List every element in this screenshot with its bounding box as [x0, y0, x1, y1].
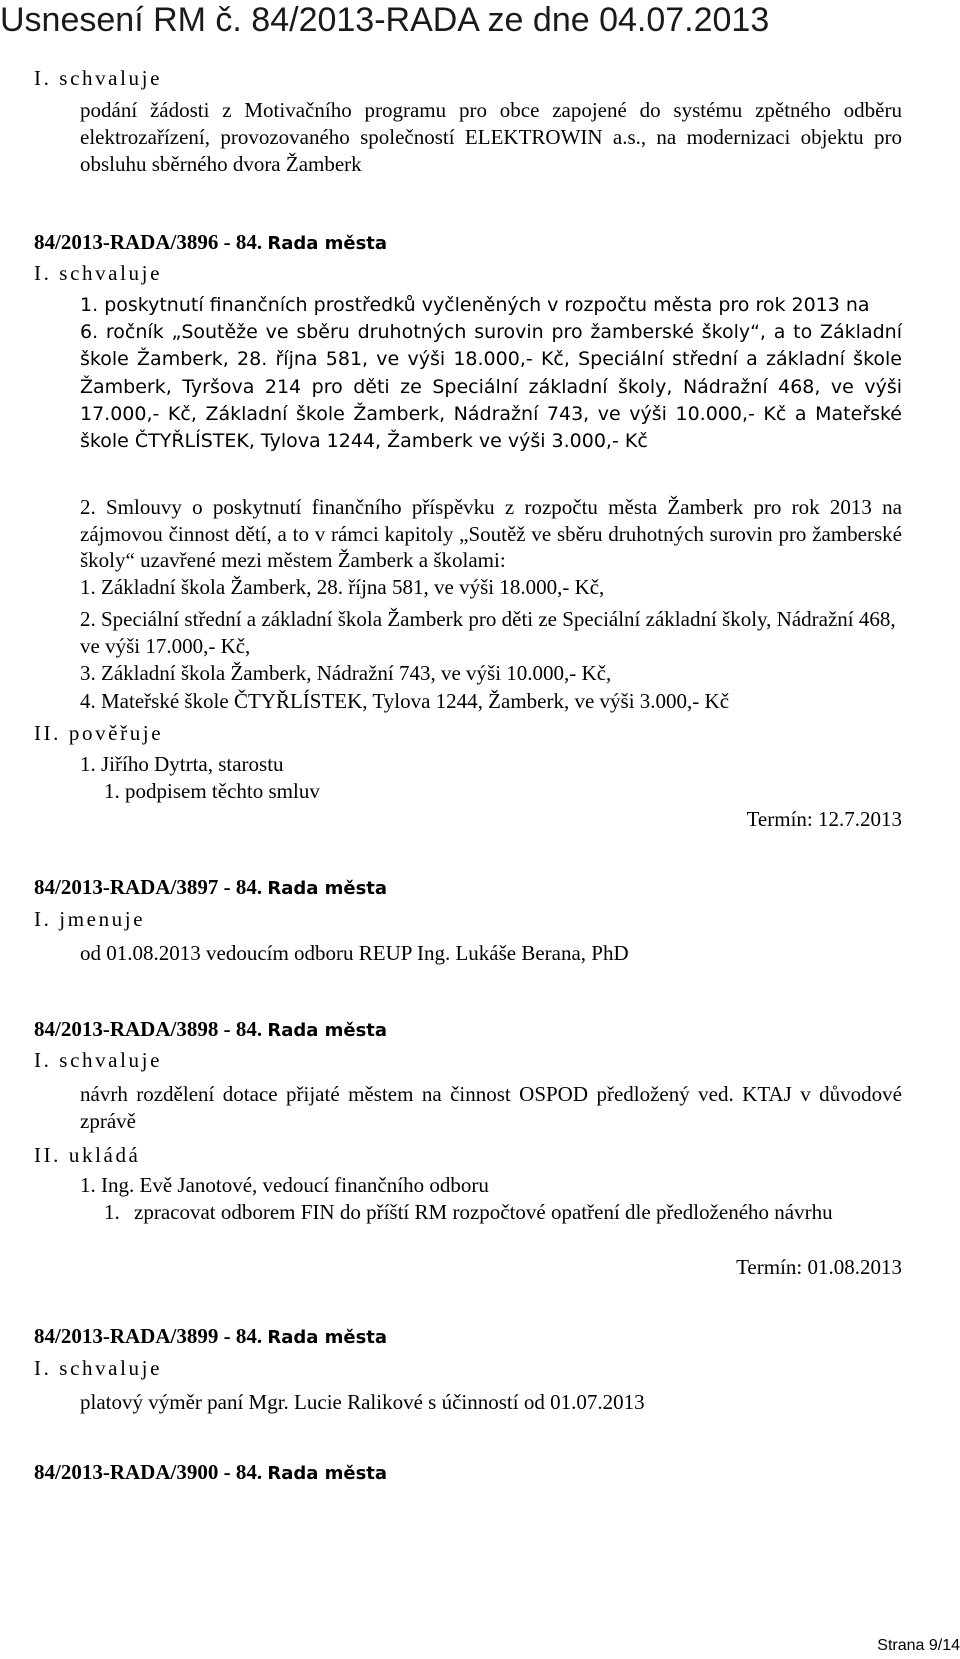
school-list-item: 2. Speciální střední a základní škola Žamberk pro děti ze Speciální základní školy, Nádražní 468, ve výši 17.000,- Kč, — [80, 607, 896, 658]
school-list-item: 3. Základní škola Žamberk, Nádražní 743, ve výši 10.000,- Kč, — [80, 661, 612, 685]
resolution-text: návrh rozdělení dotace přijaté městem na činnost OSPOD předložený ved. KTAJ v důvodové zprávě — [80, 1082, 902, 1133]
item-number: 1. — [80, 294, 99, 316]
resolution-number: 84/2013-RADA/3898 - 84. — [34, 1017, 263, 1041]
resolution-number: 84/2013-RADA/3900 - 84. — [34, 1460, 263, 1484]
task-item — [104, 1199, 902, 1226]
resolution-heading — [34, 1323, 387, 1351]
verb-schvaluje: I. schvaluje — [34, 1048, 162, 1072]
item-first-line — [80, 292, 870, 319]
council-label: Rada města — [267, 233, 388, 254]
school-list-item: 1. Základní škola Žamberk, 28. října 581, ve výši 18.000,- Kč, — [80, 575, 605, 599]
resolution-heading — [34, 1016, 387, 1044]
verb-schvaluje: I. schvaluje — [34, 1356, 162, 1380]
council-label: Rada města — [267, 1463, 388, 1484]
resolution-text: podání žádosti z Motivačního programu pro obce zapojené do systému zpětného odběru elektrozařízení, provozovaného společností ELEKTROWIN a.s., na modernizaci objektu pro obsluhu sběrného dvora Žamberk — [80, 98, 902, 176]
page-header-title: Usnesení RM č. 84/2013-RADA ze dne 04.07.2013 — [0, 1, 770, 39]
resolution-text: od 01.08.2013 vedoucím odboru REUP Ing. Lukáše Berana, PhD — [80, 941, 629, 965]
resolution-heading — [34, 229, 387, 257]
resolution-text: platový výměr paní Mgr. Lucie Ralikové s účinností od 01.07.2013 — [80, 1390, 645, 1414]
verb-schvaluje: I. schvaluje — [34, 66, 162, 90]
verb-jmenuje: I. jmenuje — [34, 907, 146, 931]
task-number: 1. — [104, 1200, 120, 1224]
verb-uklada: II. ukládá — [34, 1143, 141, 1167]
resolution-heading — [34, 874, 387, 902]
deadline: Termín: 01.08.2013 — [736, 1255, 902, 1279]
verb-poveruje: II. pověřuje — [34, 721, 164, 745]
task-text: zpracovat odborem FIN do příští RM rozpočtové opatření dle předloženého návrhu — [134, 1200, 833, 1224]
responsible-person: 1. Ing. Evě Janotové, vedoucí finančního odboru — [80, 1173, 489, 1197]
page-number: Strana 9/14 — [877, 1637, 960, 1654]
resolution-number: 84/2013-RADA/3897 - 84. — [34, 875, 263, 899]
contract-item: 2. Smlouvy o poskytnutí finančního příspěvku z rozpočtu města Žamberk pro rok 2013 na zájmovou činnost dětí, a to v rámci kapitoly „Soutěž ve sběru druhotných surovin pro žamberské školy“ uzavřené mezi městem Žamberk a školami: — [80, 495, 902, 572]
item-text: poskytnutí finančních prostředků vyčleněných v rozpočtu města pro rok 2013 na — [104, 294, 870, 316]
item-text-continued: 6. ročník „Soutěže ve sběru druhotných surovin pro žamberské školy“, a to Základní škole Žamberk, 28. října 581, ve výši 18.000,- Kč, Speciální střední a základní škole Žamberk, Tyršova 214 pro děti ze Speciální základní školy, Nádražní 468, ve výši 17.000,- Kč, Základní škole Žamberk, Nádražní 743, ve výši 10.000,- Kč a Mateřské škole ČTYŘLÍSTEK, Tylova 1244, Žamberk ve výši 3.000,- Kč — [80, 321, 902, 453]
deadline: Termín: 12.7.2013 — [746, 807, 902, 831]
resolution-heading — [34, 1459, 387, 1487]
verb-schvaluje: I. schvaluje — [34, 261, 162, 285]
responsible-person: 1. Jiřího Dytrta, starostu — [80, 752, 284, 776]
council-label: Rada města — [267, 878, 388, 899]
council-label: Rada města — [267, 1020, 388, 1041]
task-text: 1. podpisem těchto smluv — [104, 779, 320, 803]
resolution-number: 84/2013-RADA/3896 - 84. — [34, 230, 263, 254]
school-list-item: 4. Mateřské škole ČTYŘLÍSTEK, Tylova 1244, Žamberk, ve výši 3.000,- Kč — [80, 689, 730, 713]
resolution-number: 84/2013-RADA/3899 - 84. — [34, 1324, 263, 1348]
council-label: Rada města — [267, 1327, 388, 1348]
